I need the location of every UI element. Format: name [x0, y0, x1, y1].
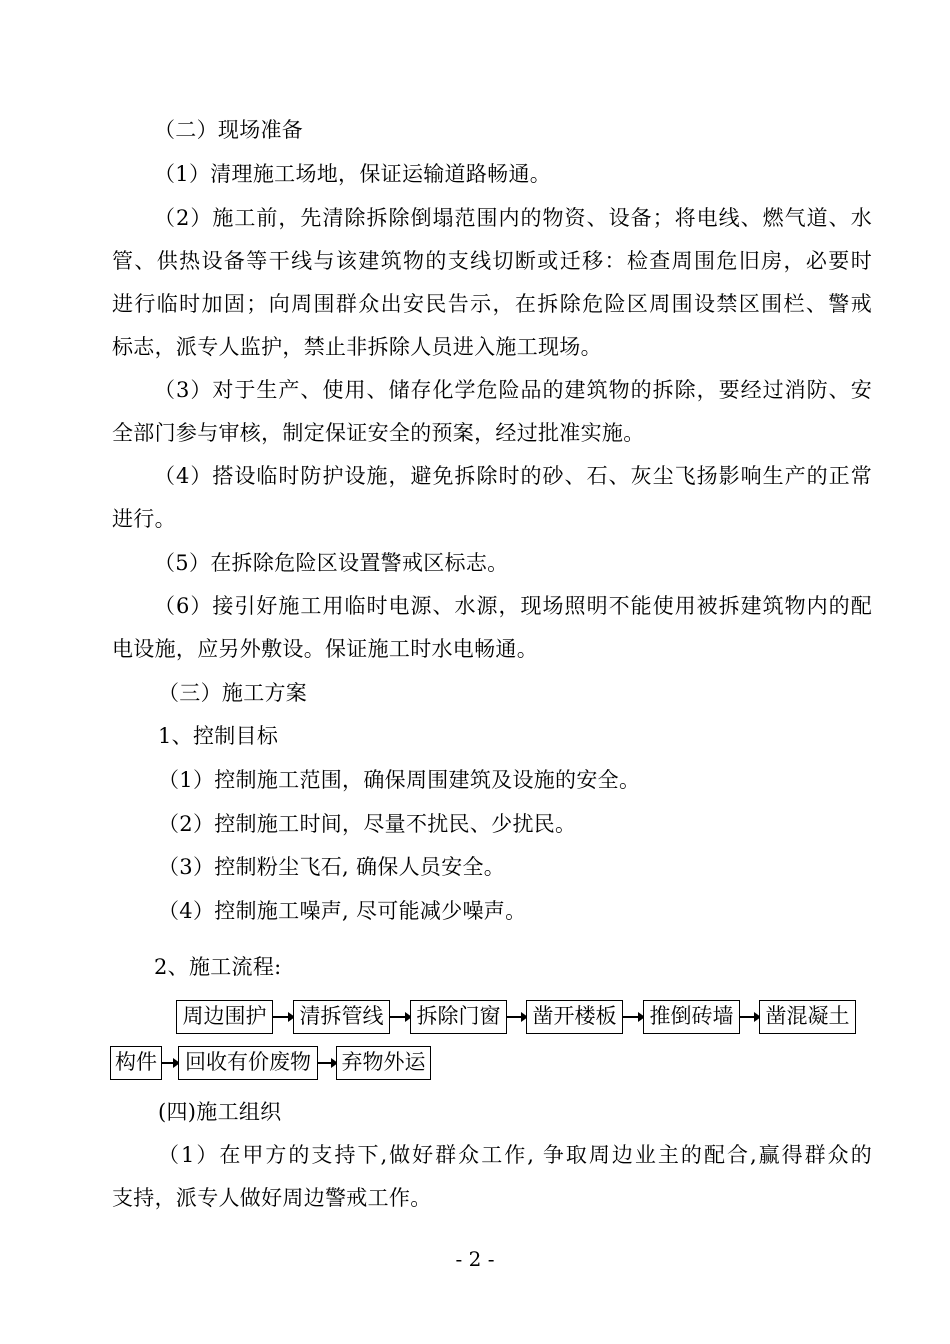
flow-step: 凿开楼板 — [526, 1000, 623, 1034]
flow-step: 清拆管线 — [293, 1000, 390, 1034]
subheading: 2、施工流程: — [154, 955, 282, 979]
paragraph: （5）在拆除危险区设置警戒区标志。 — [154, 551, 509, 575]
arrow-right-icon — [318, 1062, 336, 1064]
list-item: （4）控制施工噪声, 尽可能减少噪声。 — [158, 899, 527, 923]
arrow-right-icon — [623, 1016, 643, 1018]
flow-step: 拆除门窗 — [410, 1000, 507, 1034]
flow-step: 推倒砖墙 — [643, 1000, 740, 1034]
flow-step: 构件 — [110, 1046, 162, 1080]
section-heading-4: (四)施工组织 — [158, 1100, 282, 1124]
flow-step: 弃物外运 — [336, 1046, 431, 1080]
subheading: 1、控制目标 — [158, 724, 279, 748]
arrow-right-icon — [507, 1016, 526, 1018]
paragraph: 电设施，应另外敷设。保证施工时水电畅通。 — [112, 637, 538, 661]
section-heading-3: （三）施工方案 — [158, 681, 308, 705]
flow-step: 凿混凝土 — [759, 1000, 856, 1034]
paragraph: 进行临时加固；向周围群众出安民告示，在拆除危险区周围设禁区围栏、警戒 — [112, 292, 872, 316]
section-heading-2: （二）现场准备 — [154, 118, 304, 142]
arrow-right-icon — [162, 1062, 178, 1064]
page-number: - 2 - — [455, 1247, 495, 1271]
list-item: （3）控制粉尘飞石, 确保人员安全。 — [158, 855, 506, 879]
arrow-right-icon — [390, 1016, 410, 1018]
paragraph: 管、供热设备等干线与该建筑物的支线切断或迁移：检查周围危旧房，必要时 — [112, 249, 872, 273]
flow-step: 周边围护 — [176, 1000, 273, 1034]
paragraph: （2）施工前，先清除拆除倒塌范围内的物资、设备；将电线、燃气道、水 — [154, 206, 872, 230]
paragraph: 支持，派专人做好周边警戒工作。 — [112, 1186, 432, 1210]
paragraph: 进行。 — [112, 507, 176, 531]
arrow-right-icon — [740, 1016, 759, 1018]
paragraph: （4）搭设临时防护设施，避免拆除时的砂、石、灰尘飞扬影响生产的正常 — [154, 464, 872, 488]
flow-step: 回收有价废物 — [178, 1046, 318, 1080]
paragraph: （3）对于生产、使用、储存化学危险品的建筑物的拆除，要经过消防、安 — [154, 378, 872, 402]
paragraph: 标志，派专人监护，禁止非拆除人员进入施工现场。 — [112, 335, 602, 359]
list-item: （1）控制施工范围，确保周围建筑及设施的安全。 — [158, 768, 641, 792]
arrow-right-icon — [273, 1016, 293, 1018]
paragraph: （1）清理施工场地，保证运输道路畅通。 — [154, 162, 552, 186]
paragraph: （6）接引好施工用临时电源、水源，现场照明不能使用被拆建筑物内的配 — [154, 594, 872, 618]
list-item: （2）控制施工时间，尽量不扰民、少扰民。 — [158, 812, 577, 836]
paragraph: （1）在甲方的支持下,做好群众工作, 争取周边业主的配合,赢得群众的 — [158, 1143, 872, 1167]
paragraph: 全部门参与审核，制定保证安全的预案，经过批准实施。 — [112, 421, 645, 445]
